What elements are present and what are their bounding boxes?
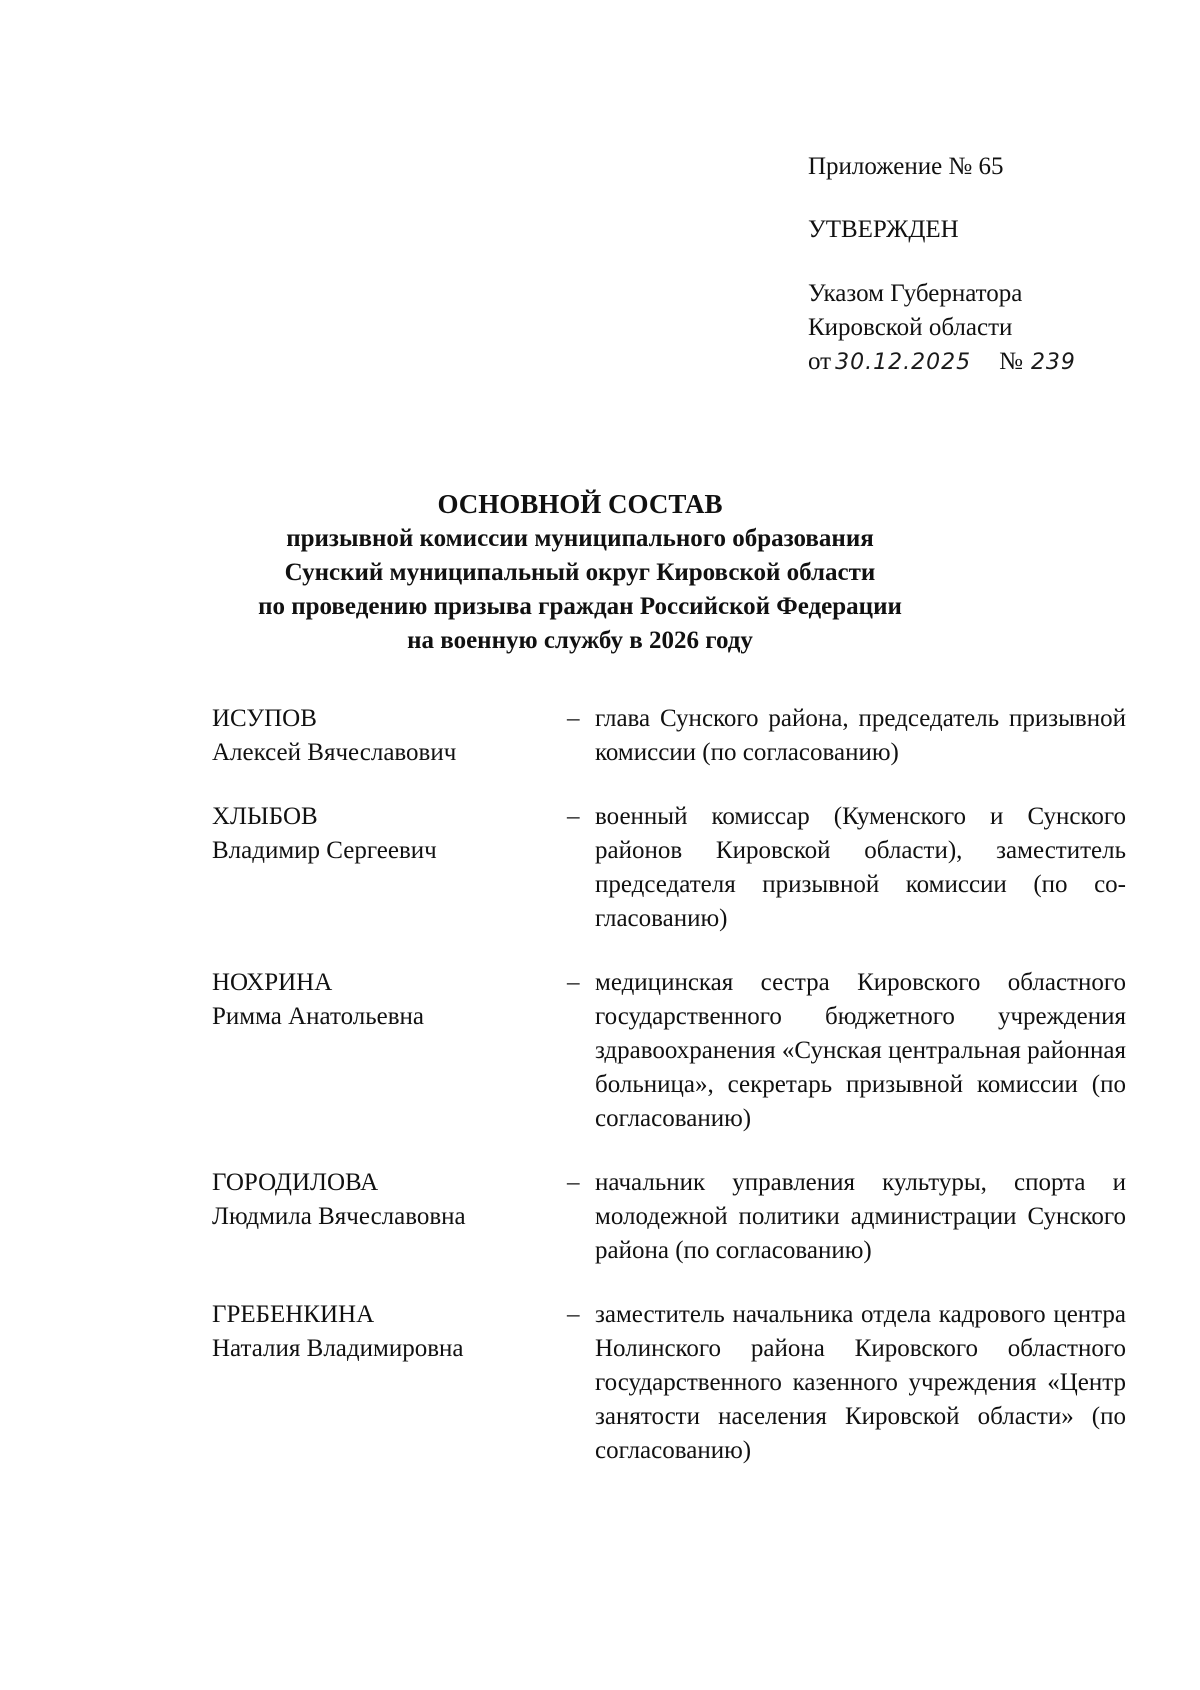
member-name <box>212 966 542 1034</box>
member-given-name: Наталия Владимировна <box>212 1335 464 1362</box>
title-line: по проведению призыва граждан Российской Федерации <box>258 593 902 620</box>
dash-separator: – <box>567 1169 580 1196</box>
member-surname: ГРЕБЕНКИНА <box>212 1301 375 1328</box>
member-entry <box>212 800 1126 936</box>
member-entry <box>212 1298 1126 1468</box>
title-line: на военную службу в 2026 году <box>407 627 753 654</box>
member-entry <box>212 702 1126 770</box>
decree-line-1: Указом Губернатора <box>808 280 1023 307</box>
members-list <box>212 702 1126 1468</box>
member-role: военный комиссар (Куменского и Сунского районов Кировской области), заместитель председателя призывной комиссии (по согласованию) <box>595 803 1126 932</box>
member-surname: ГОРОДИЛОВА <box>212 1169 379 1196</box>
number-label: № <box>999 348 1023 375</box>
member-surname: ХЛЫБОВ <box>212 803 318 830</box>
title-main: ОСНОВНОЙ СОСТАВ <box>437 489 723 519</box>
dash-separator: – <box>567 705 580 732</box>
title-line: призывной комиссии муниципального образования <box>286 525 874 552</box>
member-surname: НОХРИНА <box>212 969 333 996</box>
member-role: медицинская сестра Кировского областного государственного бюджетного учреждения здравоохранения «Сунская центральная районная больница», секретарь призывной комиссии (по согласованию) <box>595 969 1126 1132</box>
handwritten-number: 239 <box>1030 350 1076 375</box>
member-given-name: Римма Анатольевна <box>212 1003 424 1030</box>
date-prefix: от <box>808 348 832 375</box>
member-name <box>212 702 542 770</box>
title-line: Сунский муниципальный округ Кировской области <box>284 559 876 586</box>
appendix-label: Приложение № 65 <box>808 153 1004 180</box>
member-given-name: Алексей Вячеславович <box>212 739 457 766</box>
member-entry <box>212 966 1126 1136</box>
dash-separator: – <box>567 969 580 996</box>
member-name <box>212 1166 542 1234</box>
approval-block <box>808 150 1076 380</box>
member-given-name: Владимир Сергеевич <box>212 837 437 864</box>
decree-line-2: Кировской области <box>808 314 1013 341</box>
document-title <box>200 486 960 658</box>
member-name <box>212 1298 542 1366</box>
member-name <box>212 800 542 868</box>
member-role: начальник управления культуры, спорта и молодежной политики администрации Сунского района (по согласованию) <box>595 1169 1126 1264</box>
dash-separator: – <box>567 1301 580 1328</box>
member-role: глава Сунского района, председатель призывной комиссии (по согласованию) <box>595 705 1126 766</box>
handwritten-date: 30.12.2025 <box>835 350 972 375</box>
member-given-name: Людмила Вячеславовна <box>212 1203 466 1230</box>
member-entry <box>212 1166 1126 1268</box>
member-role: заместитель начальника отдела кадрового центра Нолинского района Кировского областного государственного казенного учреждения «Центр занятости населения Кировской области» (по согласованию) <box>595 1301 1126 1464</box>
member-surname: ИСУПОВ <box>212 705 317 732</box>
dash-separator: – <box>567 803 580 830</box>
decree-date-number <box>808 345 1076 380</box>
approved-label: УТВЕРЖДЕН <box>808 216 959 243</box>
